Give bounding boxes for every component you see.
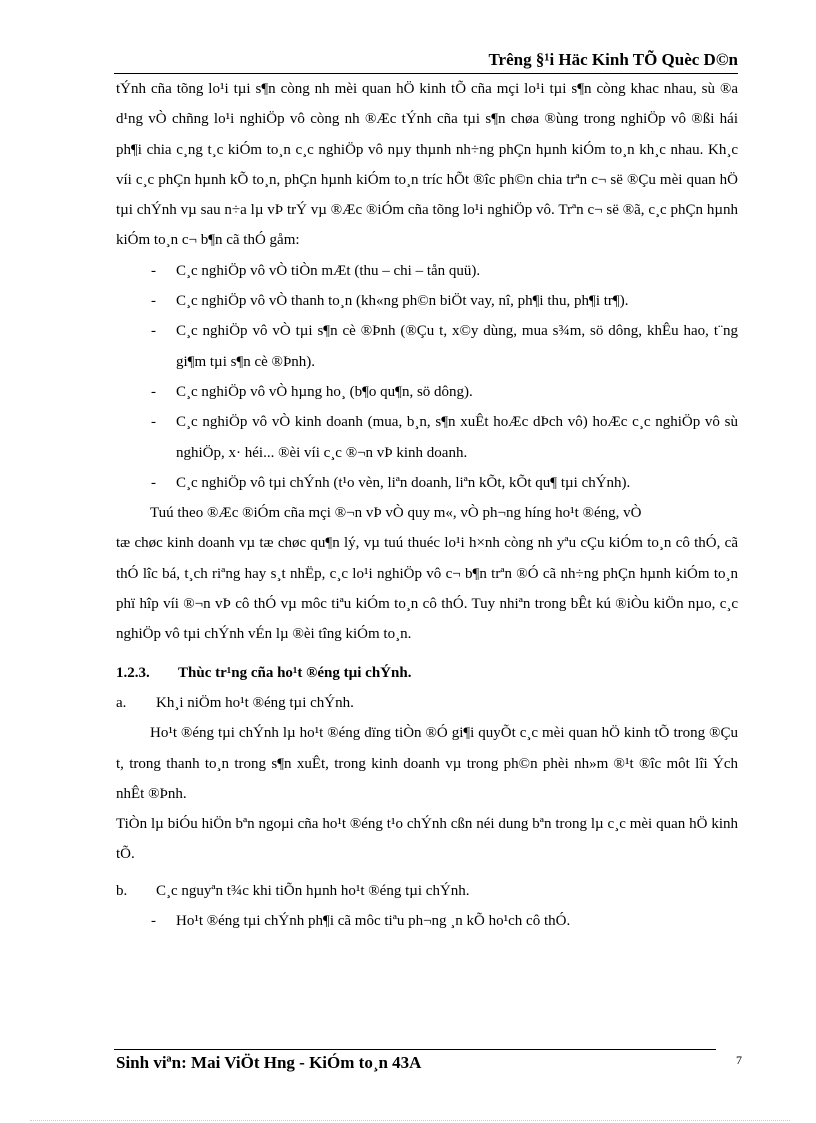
header-title: Trêng §¹i Häc Kinh TÕ Quèc D©n [488,50,738,69]
paragraph: tÝnh cña tõng lo¹i tµi s¶n còng nh mèi quan hÖ kinh tÕ cña mçi lo¹i tµi s¶n còng khac nhau, sù ®a d¹ng vÒ chñng lo¹i nghiÖp vô còng nh ®Æc tÝnh cña tµi s¶n chøa ®ùng trong nghiÖp vô ®ßi hái ph¶i chia c¸ng t¸c kiÓm to¸n c¸c nghiÖp vô nµy thµnh nh÷ng phÇn hµnh kiÓm to¸n kh¸c nhau. Kh¸c víi c¸c phÇn hµnh kÕ to¸n, phÇn hµnh kiÓm to¸n tríc hÕt ®îc ph©n chia trªn c¬ së ®Çu mèi quan hÖ tµi chÝnh vµ sau n÷a lµ vÞ trÝ vµ ®Æc ®iÓm cña tõng lo¹i nghiÖp vô. Trªn c¬ së ®ã, c¸c phÇn hµnh kiÓm to¸n c¬ b¶n cã thÓ gåm: [116,81,738,249]
bullet-dash: - [151,383,156,400]
paragraph: tæ chøc kinh doanh vµ tæ chøc qu¶n lý, vµ tuú thuéc lo¹i h×nh còng nh yªu cÇu kiÓm to¸n cô thÓ, cã thÓ lîc bá, t¸ch riªng hay s¸t nhËp, c¸c lo¹i nghiÖp vô c¬ b¶n trªn ®Ó cã nh÷ng phÇn hµnh kiÓm to¸n phï hîp víi ®¬n vÞ cô thÓ vµ môc tiªu kiÓm to¸n cô thÓ. Tuy nhiªn trong bÊt kú ®iÒu kiÖn nµo, c¸c nghiÖp vô tµi chÝnh vÉn lµ ®èi tîng kiÓm to¸n. [116,535,738,643]
list-item [116,316,738,377]
paragraph: Tuú theo ®Æc ®iÓm cña mçi ®¬n vÞ vÒ quy m«, vÒ ph¬ng híng ho¹t ®éng, vÒ [150,505,642,522]
section-number: 1.2.3. [116,664,150,681]
bullet-dash: - [151,913,156,930]
paragraph: TiÒn lµ biÓu hiÖn bªn ngoµi cña ho¹t ®éng t¹o chÝnh cßn néi dung bªn trong lµ c¸c mèi quan hÖ kinh tÕ. [116,816,738,863]
list-item-text: C¸c nghiÖp vô vÒ hµng ho¸ (b¶o qu¶n, sö dông). [176,383,473,400]
list-item-text: Ho¹t ®éng tµi chÝnh ph¶i cã môc tiªu ph¬ng ¸n kÕ ho¹ch cô thÓ. [176,913,571,930]
list-item-text: C¸c nghiÖp vô vÒ kinh doanh (mua, b¸n, s¶n xuÊt hoÆc dÞch vô) hoÆc c¸c nghiÖp vô sù nghiÖp, x· héi... ®èi víi c¸c ®¬n vÞ kinh doanh. [176,414,738,461]
document-body [116,74,738,936]
list-item [116,256,738,286]
footer-rule [114,1049,716,1050]
subsection-label: a. [116,694,127,711]
bullet-dash: - [151,262,156,279]
subsection-title: Kh¸i niÖm ho¹t ®éng tµi chÝnh. [156,694,354,711]
bullet-dash: - [151,323,156,340]
list-item-text: C¸c nghiÖp vô vÒ thanh to¸n (kh«ng ph©n biÖt vay, nî, ph¶i thu, ph¶i tr¶). [176,293,629,310]
list-item-text: C¸c nghiÖp vô tµi chÝnh (t¹o vèn, liªn doanh, liªn kÕt, kÕt qu¶ tµi chÝnh). [176,474,631,491]
bullet-dash: - [151,414,156,431]
page-edge-rule [30,1120,790,1121]
list-item [116,407,738,468]
section-title: Thùc tr¹ng cña ho¹t ®éng tµi chÝnh. [178,664,412,681]
list-item-text: C¸c nghiÖp vô vÒ tµi s¶n cè ®Þnh (®Çu t, x©y dùng, mua s¾m, sö dông, khÊu hao, t¨ng gi¶m tµi s¶n cè ®Þnh). [176,323,738,370]
list-item [116,468,738,498]
list-item [116,286,738,316]
subsection-title: C¸c nguyªn t¾c khi tiÕn hµnh ho¹t ®éng tµi chÝnh. [156,882,470,899]
footer-text: Sinh viªn: Mai ViÖt Hng - KiÓm to¸n 43A [116,1053,422,1072]
page-number: 7 [736,1053,742,1067]
subsection-heading [116,688,738,718]
list-item-text: C¸c nghiÖp vô vÒ tiÒn mÆt (thu – chi – tån quü). [176,262,481,279]
bullet-dash: - [151,293,156,310]
list-item [116,906,738,936]
subsection-heading [116,876,738,906]
paragraph: Ho¹t ®éng tµi chÝnh lµ ho¹t ®éng dïng tiÒn ®Ó gi¶i quyÕt c¸c mèi quan hÖ kinh tÕ trong ®Çu t, trong thanh to¸n trong s¶n xuÊt, trong kinh doanh vµ trong ph©n phèi nh»m ®¹t ®îc môt lîi Ých nhÊt ®Þnh. [116,725,738,802]
list-item [116,377,738,407]
subsection-label: b. [116,882,128,899]
section-heading [116,658,738,688]
bullet-dash: - [151,474,156,491]
